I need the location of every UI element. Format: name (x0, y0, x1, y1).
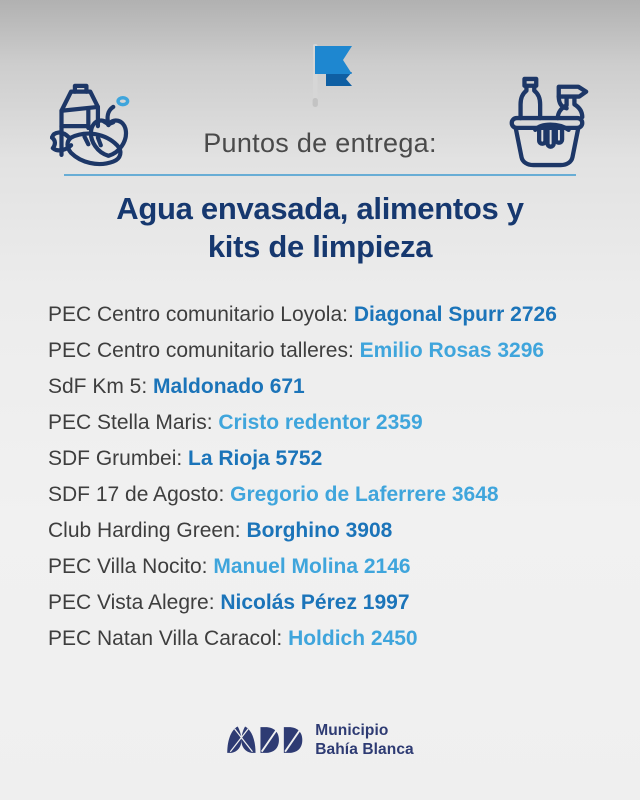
divider-line (64, 174, 576, 176)
list-item (48, 477, 608, 513)
point-address: Nicolás Pérez 1997 (220, 591, 410, 614)
list-item (48, 297, 608, 333)
page-title (20, 190, 620, 266)
footer-logo (0, 718, 640, 762)
point-address: La Rioja 5752 (188, 447, 323, 470)
list-item (48, 405, 608, 441)
point-label: PEC Stella Maris: (48, 411, 219, 434)
list-item (48, 333, 608, 369)
logo-text-line2: Bahía Blanca (315, 741, 414, 758)
page-title-line1: Agua envasada, alimentos y (116, 191, 524, 226)
list-item (48, 369, 608, 405)
delivery-list (48, 297, 608, 657)
mbb-logo-icon (226, 718, 306, 762)
list-item (48, 513, 608, 549)
logo-text (315, 721, 414, 759)
point-label: PEC Vista Alegre: (48, 591, 221, 614)
logo-text-line1: Municipio (315, 722, 389, 739)
point-address: Borghino 3908 (246, 519, 393, 542)
point-label: SdF Km 5: (48, 375, 154, 398)
point-label: PEC Villa Nocito: (48, 555, 214, 578)
point-address: Maldonado 671 (153, 375, 305, 398)
point-address: Cristo redentor 2359 (218, 411, 423, 434)
list-item (48, 441, 608, 477)
list-item (48, 585, 608, 621)
point-label: PEC Centro comunitario talleres: (48, 339, 360, 362)
point-address: Gregorio de Laferrere 3648 (230, 483, 499, 506)
point-address: Manuel Molina 2146 (213, 555, 411, 578)
point-label: PEC Natan Villa Caracol: (48, 627, 289, 650)
point-label: SDF Grumbei: (48, 447, 189, 470)
list-item (48, 549, 608, 585)
point-address: Emilio Rosas 3296 (359, 339, 545, 362)
point-label: PEC Centro comunitario Loyola: (48, 303, 354, 326)
point-label: Club Harding Green: (48, 519, 247, 542)
page-title-line2: kits de limpieza (207, 229, 433, 264)
point-address: Diagonal Spurr 2726 (353, 303, 557, 326)
point-address: Holdich 2450 (288, 627, 418, 650)
subtitle: Puntos de entrega: (203, 128, 437, 158)
list-item (48, 621, 608, 657)
point-label: SDF 17 de Agosto: (48, 483, 231, 506)
flag-icon (282, 40, 358, 112)
